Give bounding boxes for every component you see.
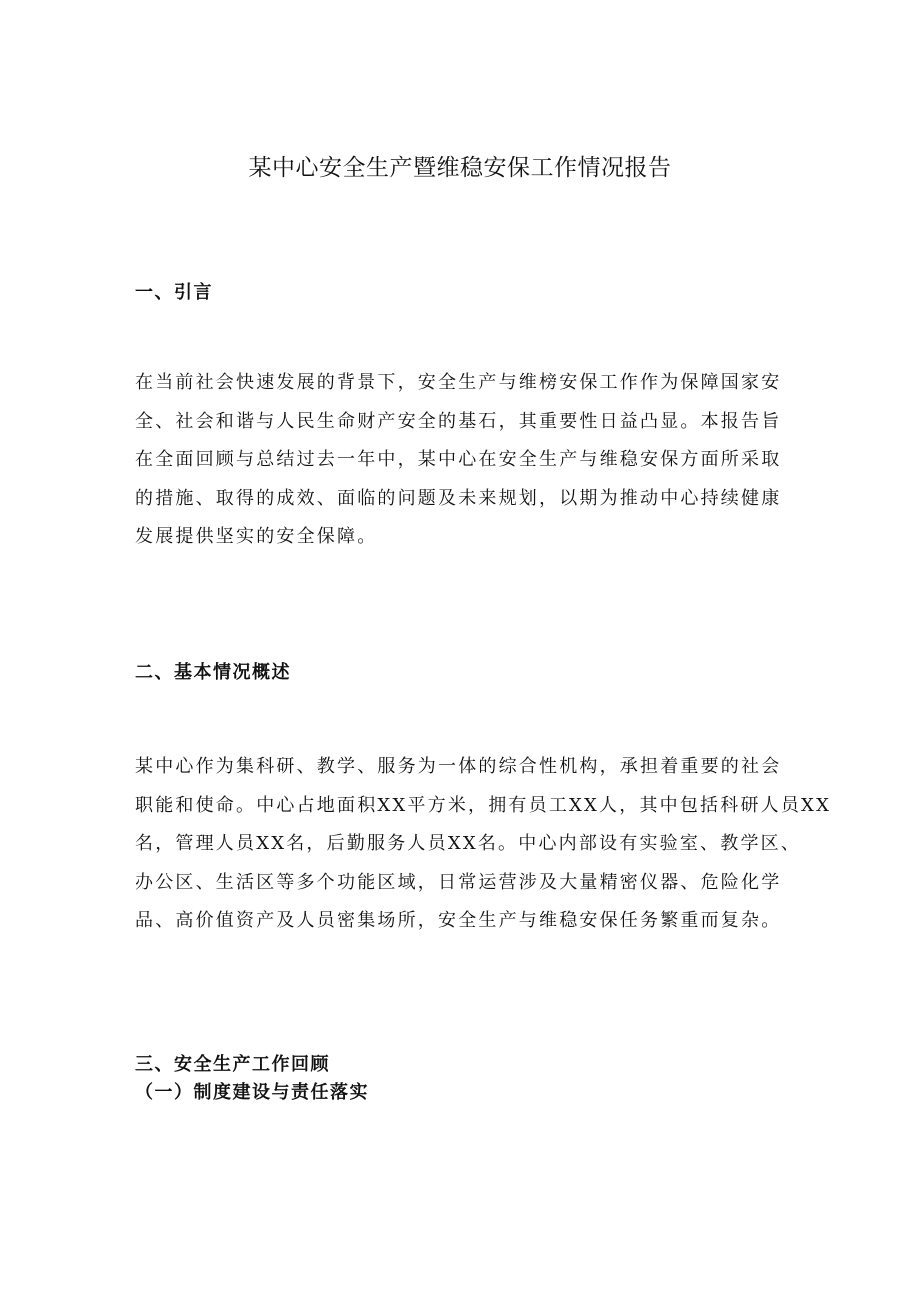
section-heading-introduction: 一、引言 [135, 282, 213, 303]
section-heading-overview: 二、基本情况概述 [135, 662, 291, 683]
paragraph-line: 职能和使命。中心占地面积XX平方米，拥有员工XX人，其中包括科研人员XX [135, 794, 832, 816]
paragraph-line: 办公区、生活区等多个功能区域，日常运营涉及大量精密仪器、危险化学 [135, 871, 782, 893]
section-paragraph-overview [135, 748, 832, 941]
paragraph-line: 全、社会和谐与人民生命财产安全的基石，其重要性日益凸显。本报告旨 [135, 410, 782, 432]
paragraph-line: 在全面回顾与总结过去一年中，某中心在安全生产与维稳安保方面所采取 [135, 449, 782, 470]
section-paragraph-introduction [135, 364, 790, 557]
document-title: 某中心安全生产暨维稳安保工作情况报告 [248, 155, 672, 181]
paragraph-line: 品、高价值资产及人员密集场所，安全生产与维稳安保任务繁重而复杂。 [135, 910, 782, 931]
paragraph-line: 发展提供坚实的安全保障。 [135, 526, 378, 547]
section-heading-safety-review: 三、安全生产工作回顾 [135, 1054, 330, 1075]
paragraph-line: 某中心作为集科研、教学、服务为一体的综合性机构，承担着重要的社会 [135, 756, 782, 777]
subsection-heading-institution: （一）制度建设与责任落实 [135, 1082, 369, 1103]
paragraph-line: 的措施、取得的成效、面临的问题及未来规划，以期为推动中心持续健康 [135, 487, 782, 509]
paragraph-line: 在当前社会快速发展的背景下，安全生产与维榜安保工作作为保障国家安 [135, 372, 782, 393]
paragraph-line: 名，管理人员XX名，后勤服务人员XX名。中心内部设有实验室、教学区、 [135, 833, 802, 854]
